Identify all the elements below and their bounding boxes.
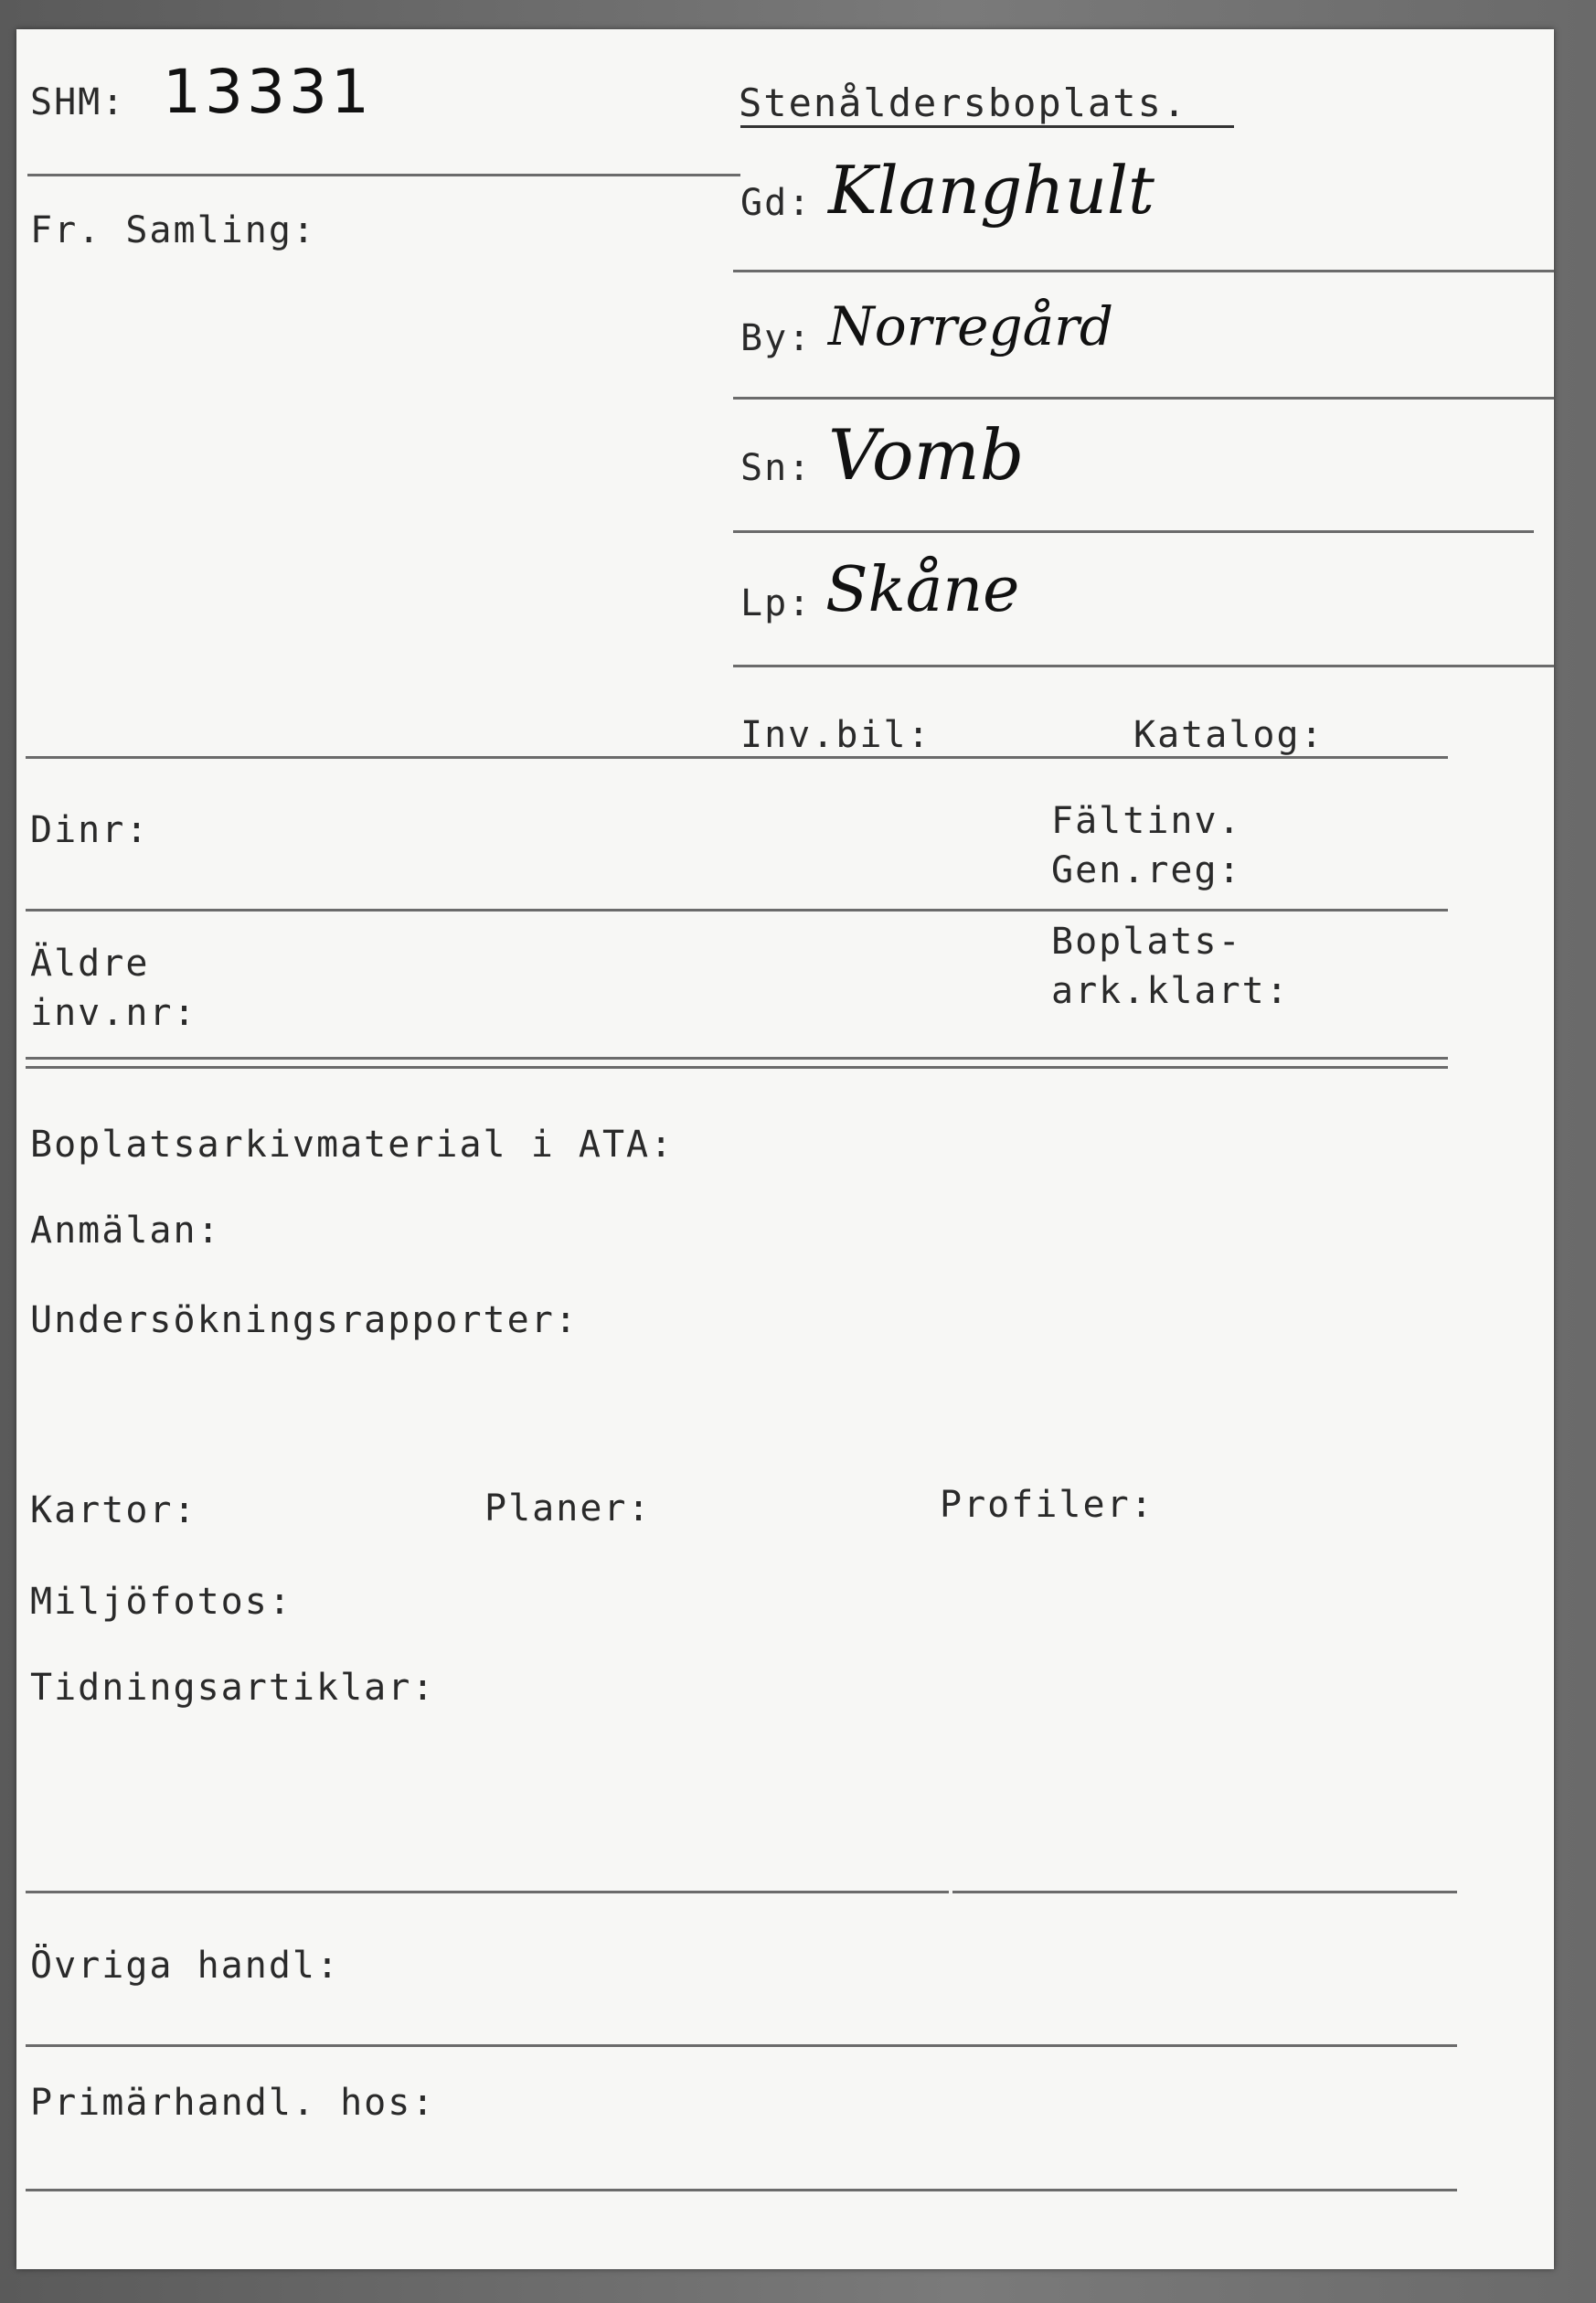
lp-label: Lp: <box>740 582 813 624</box>
by-rule <box>733 397 1554 400</box>
catalog-card <box>16 29 1554 2269</box>
dinr-rule <box>26 909 1448 912</box>
title-underline <box>740 125 1234 128</box>
primar-rule <box>26 2189 1457 2191</box>
inv-rule <box>26 756 1448 759</box>
by-label: By: <box>740 317 813 359</box>
invnr-label: inv.nr: <box>30 992 197 1034</box>
fr-samling-label: Fr. Samling: <box>30 209 316 251</box>
dinr-label: Dinr: <box>30 809 150 851</box>
boplats-label: Boplats- <box>1051 921 1242 963</box>
faltinv-label: Fältinv. <box>1051 800 1242 842</box>
tidning-rule-left <box>26 1891 949 1893</box>
katalog-label: Katalog: <box>1133 714 1325 756</box>
sn-rule <box>733 530 1534 533</box>
ovriga-rule <box>26 2044 1457 2047</box>
lp-rule <box>733 665 1554 667</box>
boplatsarkiv-label: Boplatsarkivmaterial i ATA: <box>30 1124 675 1166</box>
planer-label: Planer: <box>484 1487 652 1530</box>
profiler-label: Profiler: <box>940 1484 1154 1526</box>
tidning-rule-right <box>952 1891 1457 1893</box>
arkklart-label: ark.klart: <box>1051 970 1290 1012</box>
genreg-label: Gen.reg: <box>1051 849 1242 891</box>
undersokning-label: Undersökningsrapporter: <box>30 1299 579 1341</box>
card-title: Stenåldersboplats. <box>739 80 1188 125</box>
shm-number: 13331 <box>163 57 373 127</box>
lp-value: Skåne <box>825 554 1020 626</box>
ovriga-handl-label: Övriga handl: <box>30 1945 341 1987</box>
shm-label: SHM: <box>30 81 126 123</box>
inv-bil-label: Inv.bil: <box>740 714 931 756</box>
aldre-rule-2 <box>26 1066 1448 1069</box>
aldre-label: Äldre <box>30 943 150 985</box>
kartor-label: Kartor: <box>30 1489 197 1531</box>
shm-rule <box>27 174 740 176</box>
gd-label: Gd: <box>740 182 813 224</box>
by-value: Norregård <box>828 295 1114 357</box>
miljofotos-label: Miljöfotos: <box>30 1581 293 1623</box>
gd-value: Klanghult <box>828 152 1154 229</box>
tidningsartiklar-label: Tidningsartiklar: <box>30 1667 436 1709</box>
gd-rule <box>733 270 1554 272</box>
sn-value: Vomb <box>828 414 1025 496</box>
primarhandl-label: Primärhandl. hos: <box>30 2082 436 2124</box>
aldre-rule-1 <box>26 1057 1448 1060</box>
sn-label: Sn: <box>740 447 813 489</box>
anmalan-label: Anmälan: <box>30 1210 221 1252</box>
